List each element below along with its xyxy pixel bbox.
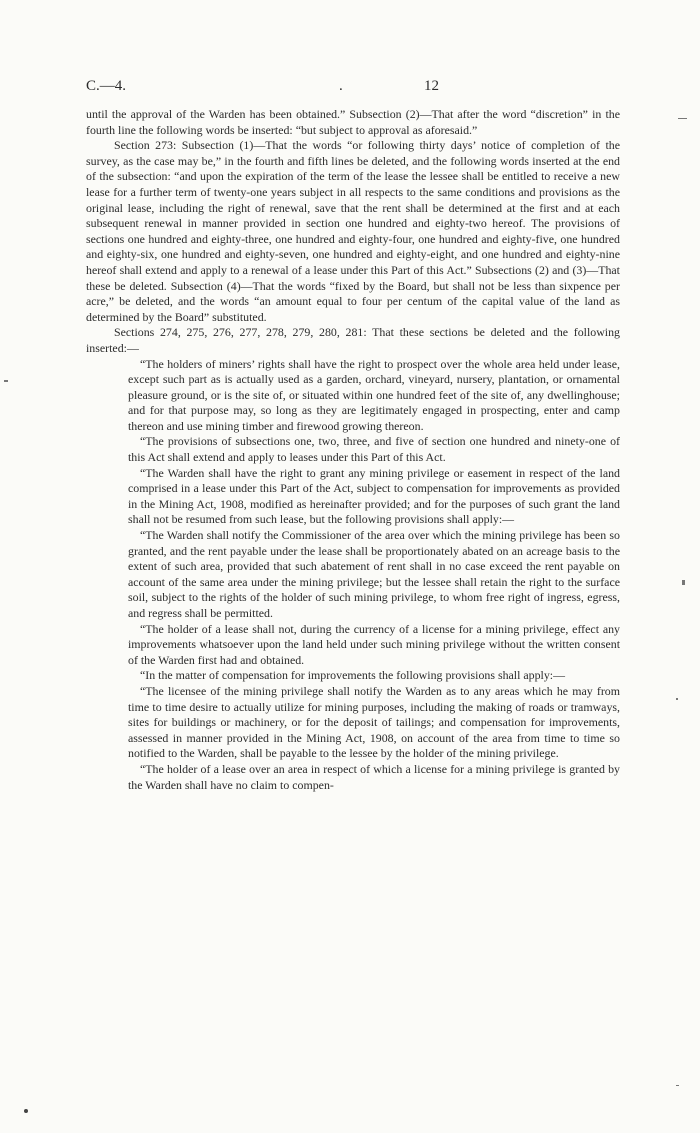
paragraph-sections-274-281: Sections 274, 275, 276, 277, 278, 279, 280, 281: That these sections be deleted and the following inserted:— <box>86 325 620 355</box>
scan-mark <box>676 698 678 700</box>
inserted-provisions <box>86 357 620 794</box>
paragraph-continuation: until the approval of the Warden has been obtained.” Subsection (2)—That after the word “discretion” in the fourth line the following words be inserted: “but subject to approval as aforesaid.” <box>86 107 620 137</box>
paragraph-section-273: Section 273: Subsection (1)—That the words “or following thirty days’ notice of completion of the survey, as the case may be,” in the fourth and fifth lines be deleted, and the following words inserted at the end of the subsection: “and upon the expiration of the term of the lease the lessee shall be entitled to receive a new lease for a further term of twenty-one years subject in all respects to the same conditions and provisions as the original lease, including the right of renewal, save that the rent shall be determined at the first and at each subsequent renewal in manner provided in section one hundred and eighty-two hereof. The provisions of sections one hundred and eighty-three, one hundred and eighty-four, one hundred and eighty-five, one hundred and eighty-six, one hundred and eighty-seven, one hundred and eighty-eight, and one hundred and eighty-nine hereof shall extend and apply to a renewal of a lease under this Part of this Act.” Subsections (2) and (3)—That these be deleted. Subsection (4)—That the words “fixed by the Board, but shall not be less than sixpence per acre,” be deleted, and the words “an amount equal to four per centum of the capital value of the land as determined by the Board” substituted. <box>86 138 620 324</box>
scan-mark <box>4 380 8 382</box>
quoted-paragraph: “The Warden shall have the right to grant any mining privilege or easement in respect of the land comprised in a lease under this Part of the Act, subject to compensation for improvements as provided in the Mining Act, 1908, modified as hereinafter provided; and for the purposes of such grant the land shall not be resumed from such lease, but the following provisions shall apply:— <box>128 465 620 527</box>
document-reference: C.—4. <box>86 78 127 94</box>
quoted-paragraph: “The holders of miners’ rights shall have the right to prospect over the whole area held under lease, except such part as is actually used as a garden, orchard, vineyard, nursery, plantation, or ornamental pleasure ground, or is the site of, or situated within one hundred feet of the site of, any dwellinghouse; and for that purpose may, so long as they are legitimately engaged in prospecting, enter and camp thereon and use mining timber and firewood growing thereon. <box>128 356 620 433</box>
quoted-paragraph: “The holder of a lease shall not, during the currency of a license for a mining privilege, effect any improvements whatsoever upon the land held under such mining privilege without the written consent of the Warden first had and obtained. <box>128 621 620 667</box>
quoted-paragraph: “In the matter of compensation for improvements the following provisions shall apply:— <box>140 668 566 683</box>
document-body <box>86 107 620 793</box>
header-dot: . <box>339 78 343 94</box>
scan-mark <box>678 118 687 119</box>
quoted-paragraph: “The holder of a lease over an area in respect of which a license for a mining privilege is granted by the Warden shall have no claim to compen- <box>128 761 620 792</box>
quoted-paragraph: “The Warden shall notify the Commissioner of the area over which the mining privilege has been so granted, and the rent payable under the lease shall be proportionately abated on an acreage basis to the extent of such area, provided that such abatement of rent shall in no case exceed the rent payable on account of the same area under the mining privilege; but the lessee shall retain the right to the surface soil, subject to the rights of the holder of such mining privilege, to whom free right of ingress, egress, and regress shall be permitted. <box>128 528 620 620</box>
quoted-paragraph: “The provisions of subsections one, two, three, and five of section one hundred and ninety-one of this Act shall extend and apply to leases under this Part of this Act. <box>128 434 620 465</box>
quoted-paragraph: “The licensee of the mining privilege shall notify the Warden as to any areas which he may from time to time desire to actually utilize for mining purposes, including the making of roads or tramways, sites for buildings or machinery, or for the deposit of tailings; and compensation for improvements, assessed in manner provided in the Mining Act, 1908, on account of the area from time to time so notified to the Warden, shall be payable to the lessee by the holder of the mining privilege. <box>128 683 620 761</box>
scan-mark <box>676 1085 679 1086</box>
scan-mark <box>24 1109 28 1113</box>
page-header <box>86 78 618 98</box>
page-number: 12 <box>424 78 439 94</box>
scan-mark <box>682 580 685 585</box>
